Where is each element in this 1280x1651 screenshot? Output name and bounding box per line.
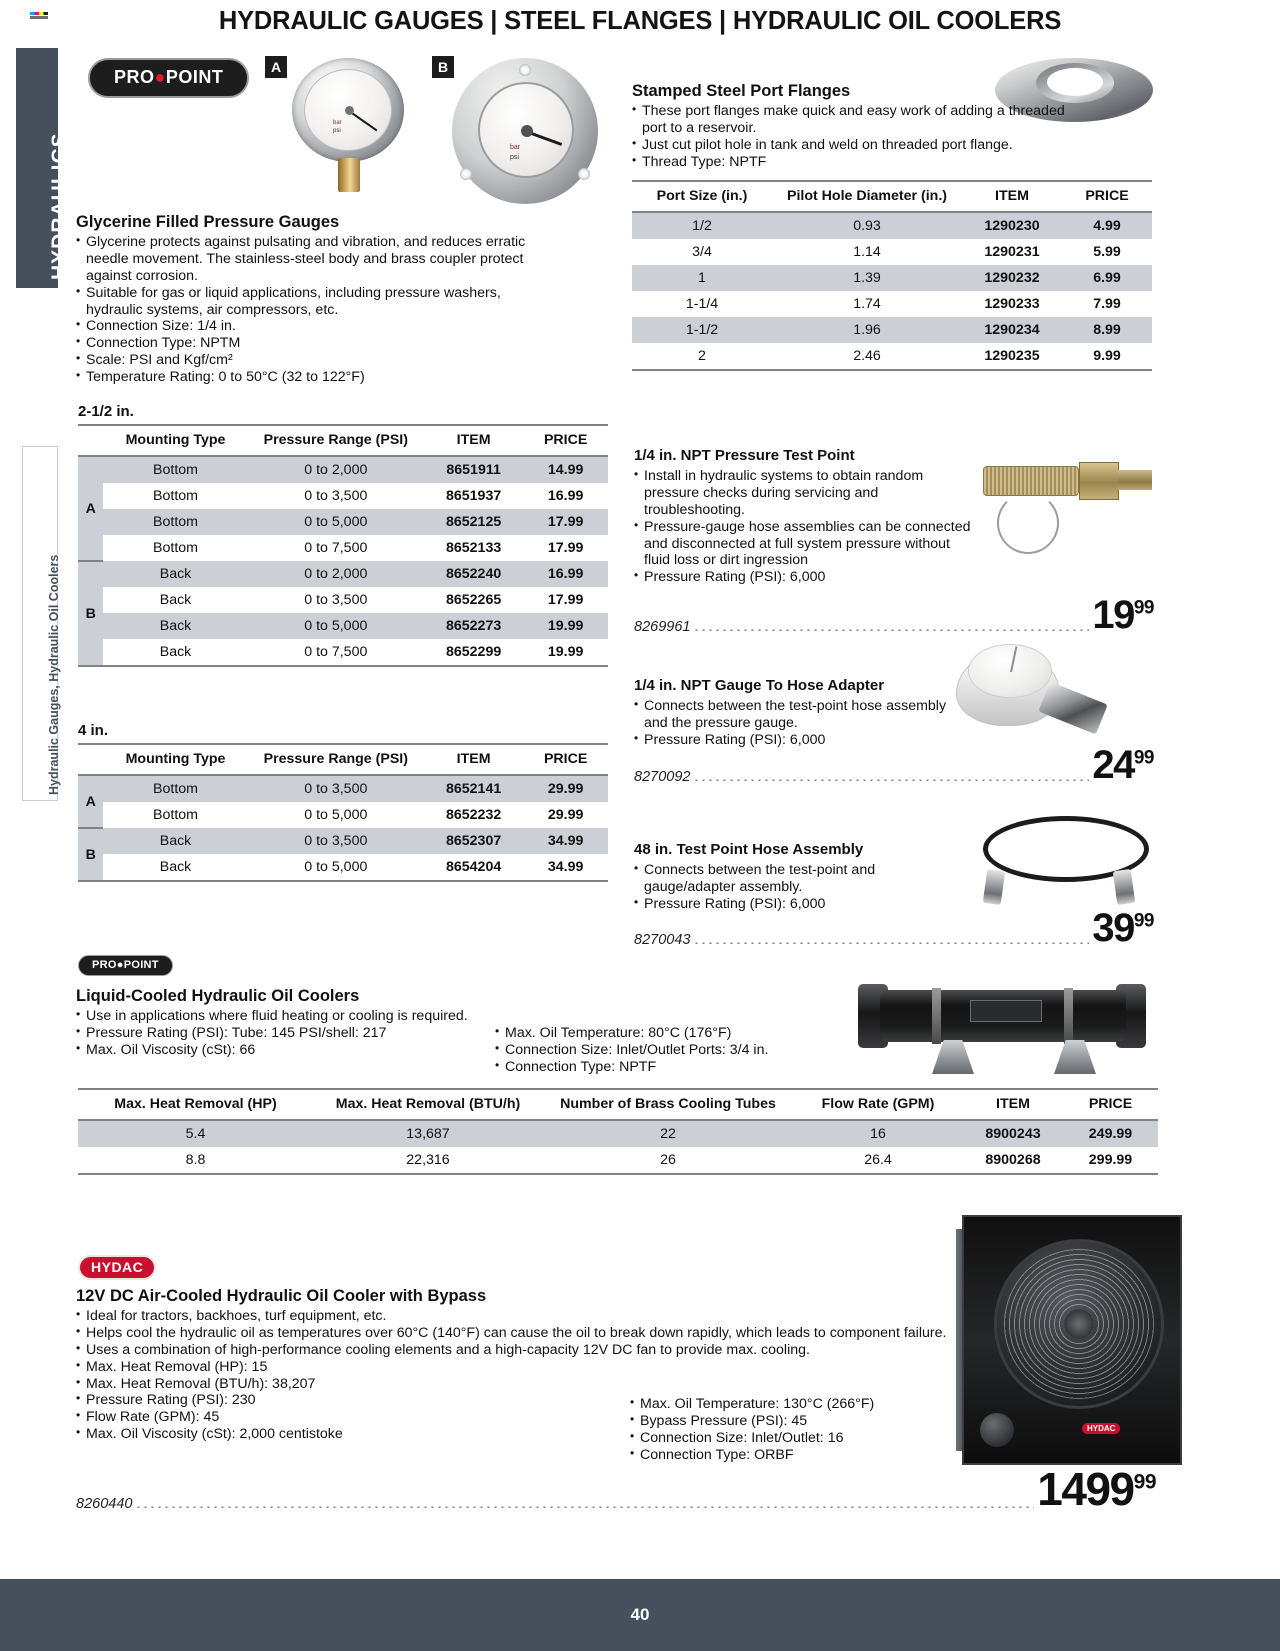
- air-cooler-block-right: [630, 1396, 960, 1464]
- price-dollars: 39: [1092, 906, 1134, 950]
- price-cents: 99: [1133, 597, 1154, 619]
- bullet: • Max. Oil Viscosity (cSt): 66: [76, 1042, 496, 1059]
- cell-port-size: 3/4: [692, 244, 712, 260]
- gauge-adapter-title: 1/4 in. NPT Gauge To Hose Adapter: [634, 677, 885, 694]
- col-price: PRICE: [523, 744, 608, 775]
- gauges-4in-table: [78, 743, 608, 882]
- cell-price: 19.99: [523, 613, 608, 639]
- cell-mounting-type: Bottom: [103, 775, 247, 802]
- cell-item: 1290232: [962, 265, 1062, 291]
- cell-pressure-range: 0 to 5,000: [304, 807, 368, 823]
- air-cooler-sku: 8260440: [76, 1496, 133, 1512]
- bullet: • Connection Size: Inlet/Outlet Ports: 3/4 in.: [495, 1042, 875, 1059]
- gauge-adapter-bullets: [634, 698, 964, 749]
- cell-pressure-range: 0 to 5,000: [248, 613, 424, 639]
- port-flanges-block: [632, 82, 1092, 171]
- test-point-price-row: [634, 595, 1154, 635]
- cell-pressure-range: 0 to 5,000: [248, 854, 424, 881]
- hose-assembly-price: [1092, 908, 1154, 948]
- propoint-sm-text1: PRO: [92, 959, 117, 971]
- bullet: • Connection Type: NPTF: [495, 1059, 875, 1076]
- bullet: • Max. Oil Temperature: 80°C (176°F): [495, 1025, 875, 1042]
- hose-assembly-price-row: [634, 908, 1154, 948]
- hose-assembly-block: [634, 841, 964, 913]
- col-pilot-hole: Pilot Hole Diameter (in.): [772, 181, 962, 212]
- bullet: • Just cut pilot hole in tank and weld on threaded port flange.: [632, 137, 1092, 154]
- cell-price: 14.99: [523, 456, 608, 483]
- page-footer: [0, 1579, 1280, 1651]
- bullet: • Max. Heat Removal (BTU/h): 38,207: [76, 1376, 956, 1393]
- section-subtab-label: Hydraulic Gauges, Hydraulic Oil Coolers: [47, 554, 61, 795]
- section-tab-hydraulics[interactable]: [16, 48, 71, 288]
- bullet: • Connection Size: 1/4 in.: [76, 318, 526, 335]
- table-row: [632, 317, 1152, 343]
- cell-price: 16.99: [547, 488, 584, 504]
- col-item: ITEM: [963, 1089, 1063, 1120]
- price-dollars: 24: [1092, 743, 1134, 787]
- cell-item: 8652125: [424, 509, 523, 535]
- cell-price: 34.99: [523, 828, 608, 854]
- table-row: [78, 587, 608, 613]
- liquid-cooler-table-block: [78, 1088, 1158, 1175]
- cell-item: 8652232: [446, 807, 502, 823]
- page-title: HYDRAULIC GAUGES | STEEL FLANGES | HYDRAULIC OIL COOLERS: [218, 6, 1062, 35]
- bullet: • Glycerine protects against pulsating and vibration, and reduces erratic needle movement. The stainless-steel body and brass coupler protect against corrosion.: [76, 234, 526, 285]
- row-group-letter: B: [78, 561, 103, 666]
- test-point-photo: [975, 448, 1155, 568]
- liquid-cooler-bullets-right: [495, 1025, 875, 1076]
- col-pressure-range: Pressure Range (PSI): [248, 744, 424, 775]
- port-flanges-table: [632, 180, 1152, 371]
- glycerine-gauges-bullets: [76, 234, 526, 386]
- gauge-adapter-block: [634, 677, 964, 749]
- leader-dots: [693, 771, 1089, 781]
- col-mounting-type: Mounting Type: [103, 744, 247, 775]
- table-row: [78, 535, 608, 561]
- col-pressure-range: Pressure Range (PSI): [248, 425, 424, 456]
- glycerine-gauges-block: [76, 213, 526, 386]
- cell-item: 8652265: [446, 592, 502, 608]
- cell-price: 16.99: [523, 561, 608, 587]
- leader-dots: [693, 934, 1089, 944]
- cell-mounting-type: Back: [103, 854, 247, 881]
- price-dollars: 1499: [1037, 1463, 1134, 1515]
- cell-mounting-type: Back: [103, 561, 247, 587]
- table-row: [78, 483, 608, 509]
- bullet: • Max. Oil Temperature: 130°C (266°F): [630, 1396, 960, 1413]
- cell-pressure-range: 0 to 2,000: [248, 561, 424, 587]
- cell-item: 8652307: [424, 828, 523, 854]
- gauges-4in-table-block: [78, 722, 608, 882]
- gauges-4in-title: 4 in.: [78, 722, 109, 739]
- gauge-a-photo: bar psi: [292, 58, 410, 208]
- cell-price: 6.99: [1062, 265, 1152, 291]
- air-cooler-bullets-right: [630, 1396, 960, 1464]
- cell-pressure-range: 0 to 3,500: [304, 592, 368, 608]
- propoint-sm-text2: POINT: [123, 959, 159, 971]
- test-point-sku: 8269961: [634, 619, 691, 635]
- cell-pressure-range: 0 to 3,500: [248, 828, 424, 854]
- col-tubes: Number of Brass Cooling Tubes: [543, 1089, 793, 1120]
- table-row: [78, 775, 608, 802]
- test-point-block: [634, 447, 979, 586]
- cell-hp: 5.4: [78, 1120, 313, 1147]
- cell-price: 7.99: [1093, 296, 1121, 312]
- col-item: ITEM: [962, 181, 1062, 212]
- cell-mounting-type: Back: [103, 639, 247, 666]
- cell-price: 19.99: [523, 639, 608, 666]
- section-subtab[interactable]: [22, 446, 61, 801]
- cell-port-size: 1-1/4: [685, 296, 719, 312]
- table-header-row: [78, 1089, 1158, 1120]
- col-price: PRICE: [1063, 1089, 1158, 1120]
- bullet: • Connection Type: ORBF: [630, 1447, 960, 1464]
- gauge-b-photo: bar psi: [452, 58, 602, 208]
- hose-assembly-title: 48 in. Test Point Hose Assembly: [634, 841, 864, 858]
- gauge-adapter-price: [1092, 745, 1154, 785]
- bullet: • Connection Type: NPTM: [76, 335, 526, 352]
- table-header-row: [78, 744, 608, 775]
- bullet: • Install in hydraulic systems to obtain random pressure checks during servicing and troubleshooting.: [634, 468, 979, 519]
- cell-price: 17.99: [523, 509, 608, 535]
- cell-price: 34.99: [523, 854, 608, 881]
- bullet: • Pressure-gauge hose assemblies can be connected and disconnected at full system pressure without fluid loss or dirt ingression: [634, 519, 979, 570]
- cell-tubes: 26: [543, 1147, 793, 1174]
- col-port-size: Port Size (in.): [632, 181, 772, 212]
- col-flow-rate: Flow Rate (GPM): [793, 1089, 963, 1120]
- table-row: [78, 613, 608, 639]
- cell-price: 17.99: [547, 540, 584, 556]
- cell-pressure-range: 0 to 3,500: [248, 775, 424, 802]
- table-row: [632, 212, 1152, 239]
- bullet: • Use in applications where fluid heating or cooling is required.: [76, 1008, 496, 1025]
- cell-port-size: 2: [632, 343, 772, 370]
- cell-item: 8652299: [424, 639, 523, 666]
- cell-mounting-type: Bottom: [103, 509, 247, 535]
- cell-btu: 22,316: [313, 1147, 543, 1174]
- cell-pressure-range: 0 to 7,500: [248, 639, 424, 666]
- cell-pilot-hole: 1.74: [853, 296, 881, 312]
- col-item: ITEM: [424, 744, 523, 775]
- test-point-title: 1/4 in. NPT Pressure Test Point: [634, 447, 855, 464]
- liquid-cooler-photo: [858, 978, 1148, 1088]
- bullet: • Pressure Rating (PSI): 6,000: [634, 732, 964, 749]
- price-dollars: 19: [1092, 593, 1134, 637]
- cell-item: 8651911: [424, 456, 523, 483]
- callout-letter-a: [265, 56, 287, 78]
- cell-item: 8900243: [963, 1120, 1063, 1147]
- callout-a-label: A: [270, 59, 282, 75]
- bullet: • Connects between the test-point hose assembly and the pressure gauge.: [634, 698, 964, 732]
- cell-price: 29.99: [523, 775, 608, 802]
- table-row: [78, 1147, 1158, 1174]
- gauges-25in-title: 2-1/2 in.: [78, 403, 134, 420]
- table-row: [78, 509, 608, 535]
- row-group-letter: B: [78, 828, 103, 881]
- cell-item: 8652133: [446, 540, 502, 556]
- bullet: • Temperature Rating: 0 to 50°C (32 to 122°F): [76, 369, 526, 386]
- table-row: [78, 1120, 1158, 1147]
- liquid-cooler-bullets-left: [76, 1008, 496, 1059]
- cell-mounting-type: Bottom: [153, 540, 198, 556]
- bullet: • Uses a combination of high-performance cooling elements and a high-capacity 12V DC fan to provide max. cooling.: [76, 1342, 956, 1359]
- cell-pilot-hole: 1.96: [772, 317, 962, 343]
- bullet: • Flow Rate (GPM): 45: [76, 1409, 956, 1426]
- cell-pilot-hole: 2.46: [772, 343, 962, 370]
- cell-item: 8652141: [424, 775, 523, 802]
- propoint-logo-text1: PRO: [114, 67, 155, 87]
- gauges-25in-table: [78, 424, 608, 667]
- bullet: • Suitable for gas or liquid applications, including pressure washers, hydraulic systems, air compressors, etc.: [76, 285, 526, 319]
- cell-pilot-hole: 0.93: [772, 212, 962, 239]
- bullet: • Max. Heat Removal (HP): 15: [76, 1359, 956, 1376]
- liquid-cooler-title: Liquid-Cooled Hydraulic Oil Coolers: [76, 987, 360, 1005]
- cell-port-size: 1-1/2: [632, 317, 772, 343]
- hose-assembly-sku: 8270043: [634, 932, 691, 948]
- cell-flow-rate: 16: [793, 1120, 963, 1147]
- air-cooler-price: [1037, 1463, 1156, 1515]
- cell-item: 8651937: [446, 488, 502, 504]
- port-flanges-table-block: [632, 180, 1152, 371]
- cell-price: 29.99: [547, 807, 584, 823]
- bullet: • Connection Size: Inlet/Outlet: 16: [630, 1430, 960, 1447]
- row-group-letter: A: [78, 775, 103, 828]
- table-row: [632, 343, 1152, 370]
- row-group-letter: A: [78, 456, 103, 561]
- cell-btu: 13,687: [313, 1120, 543, 1147]
- bullet: • Pressure Rating (PSI): 230: [76, 1392, 956, 1409]
- cell-pressure-range: 0 to 5,000: [248, 509, 424, 535]
- table-header-row: [632, 181, 1152, 212]
- callout-letter-b: [432, 56, 454, 78]
- liquid-cooler-block: [76, 987, 496, 1059]
- cell-hp: 8.8: [78, 1147, 313, 1174]
- cell-price: 17.99: [547, 592, 584, 608]
- cell-mounting-type: Bottom: [103, 456, 247, 483]
- hydac-logo: [78, 1255, 156, 1280]
- table-row: [632, 291, 1152, 317]
- col-price: PRICE: [1062, 181, 1152, 212]
- bullet: • Ideal for tractors, backhoes, turf equipment, etc.: [76, 1308, 956, 1325]
- cell-item: 1290230: [962, 212, 1062, 239]
- cell-item: 8654204: [424, 854, 523, 881]
- cell-mounting-type: Back: [159, 592, 192, 608]
- air-cooler-photo: [962, 1215, 1192, 1485]
- col-btu: Max. Heat Removal (BTU/h): [313, 1089, 543, 1120]
- propoint-logo-text2: POINT: [165, 67, 224, 87]
- table-row: [632, 239, 1152, 265]
- bullet: • Pressure Rating (PSI): 6,000: [634, 896, 964, 913]
- table-row: [78, 561, 608, 587]
- propoint-logo-small: PRO●POINT: [78, 955, 173, 976]
- gauges-25in-table-block: [78, 403, 608, 667]
- liquid-cooler-block-right: [495, 1025, 875, 1076]
- table-header-row: [78, 425, 608, 456]
- cell-price: 4.99: [1062, 212, 1152, 239]
- hose-assembly-photo: [975, 812, 1165, 912]
- section-tab-hydraulics-label: HYDRAULICS: [48, 132, 71, 280]
- bullet: • Scale: PSI and Kgf/cm²: [76, 352, 526, 369]
- cell-price: 249.99: [1063, 1120, 1158, 1147]
- bullet: • Max. Oil Viscosity (cSt): 2,000 centistoke: [76, 1426, 956, 1443]
- gauge-adapter-sku: 8270092: [634, 769, 691, 785]
- port-flanges-title: Stamped Steel Port Flanges: [632, 82, 851, 100]
- cell-flow-rate: 26.4: [793, 1147, 963, 1174]
- hydac-badge-on-photo: HYDAC: [1082, 1423, 1120, 1434]
- table-row: [632, 265, 1152, 291]
- price-cents: 99: [1133, 747, 1154, 769]
- test-point-price: [1092, 595, 1154, 635]
- cell-port-size: 1/2: [632, 212, 772, 239]
- table-row: [78, 456, 608, 483]
- col-mounting-type: Mounting Type: [103, 425, 247, 456]
- cell-price: 299.99: [1063, 1147, 1158, 1174]
- leader-dots: [135, 1498, 1034, 1508]
- cell-mounting-type: Bottom: [153, 807, 198, 823]
- cell-mounting-type: Back: [103, 828, 247, 854]
- price-cents: 99: [1133, 1470, 1156, 1494]
- bullet: • Bypass Pressure (PSI): 45: [630, 1413, 960, 1430]
- cell-price: 8.99: [1062, 317, 1152, 343]
- cell-mounting-type: Back: [103, 613, 247, 639]
- bullet: • Pressure Rating (PSI): 6,000: [634, 569, 979, 586]
- cell-item: 1290231: [984, 244, 1040, 260]
- price-cents: 99: [1133, 910, 1154, 932]
- air-cooler-price-row: [76, 1463, 1156, 1515]
- col-hp: Max. Heat Removal (HP): [78, 1089, 313, 1120]
- page-number: 40: [630, 1605, 650, 1624]
- glycerine-gauges-title: Glycerine Filled Pressure Gauges: [76, 213, 340, 231]
- air-cooler-title: 12V DC Air-Cooled Hydraulic Oil Cooler with Bypass: [76, 1287, 487, 1305]
- cell-mounting-type: Bottom: [153, 488, 198, 504]
- bullet: • Connects between the test-point and gauge/adapter assembly.: [634, 862, 964, 896]
- cell-item: 8900268: [963, 1147, 1063, 1174]
- cell-price: 5.99: [1093, 244, 1121, 260]
- table-row: [78, 828, 608, 854]
- callout-b-label: B: [437, 59, 449, 75]
- cell-item: 1290233: [984, 296, 1040, 312]
- gauge-adapter-price-row: [634, 745, 1154, 785]
- cell-item: 8652273: [424, 613, 523, 639]
- cell-port-size: 1: [632, 265, 772, 291]
- col-price: PRICE: [523, 425, 608, 456]
- cell-item: 8652240: [424, 561, 523, 587]
- test-point-bullets: [634, 468, 979, 586]
- table-row: [78, 802, 608, 828]
- cell-tubes: 22: [543, 1120, 793, 1147]
- col-item: ITEM: [424, 425, 523, 456]
- cell-pressure-range: 0 to 7,500: [304, 540, 368, 556]
- gauge-adapter-photo: [950, 630, 1110, 760]
- cell-pressure-range: 0 to 3,500: [304, 488, 368, 504]
- table-row: [78, 854, 608, 881]
- bullet: • These port flanges make quick and easy work of adding a threaded port to a reservoir.: [632, 103, 1092, 137]
- propoint-logo: PRO●POINT: [88, 58, 249, 98]
- cell-price: 9.99: [1062, 343, 1152, 370]
- cell-pressure-range: 0 to 2,000: [248, 456, 424, 483]
- bullet: • Pressure Rating (PSI): Tube: 145 PSI/shell: 217: [76, 1025, 496, 1042]
- hydac-logo-text: HYDAC: [78, 1255, 156, 1280]
- bullet: • Helps cool the hydraulic oil as temperatures over 60°C (140°F) can cause the oil to break down rapidly, which leads to component failure.: [76, 1325, 956, 1342]
- hose-assembly-bullets: [634, 862, 964, 913]
- cell-pilot-hole: 1.14: [853, 244, 881, 260]
- bullet: • Thread Type: NPTF: [632, 154, 1092, 171]
- port-flanges-bullets: [632, 103, 1092, 171]
- cell-item: 1290234: [962, 317, 1062, 343]
- liquid-cooler-table: [78, 1088, 1158, 1175]
- page-header: [0, 0, 1280, 42]
- cell-item: 1290235: [962, 343, 1062, 370]
- table-row: [78, 639, 608, 666]
- cell-pilot-hole: 1.39: [772, 265, 962, 291]
